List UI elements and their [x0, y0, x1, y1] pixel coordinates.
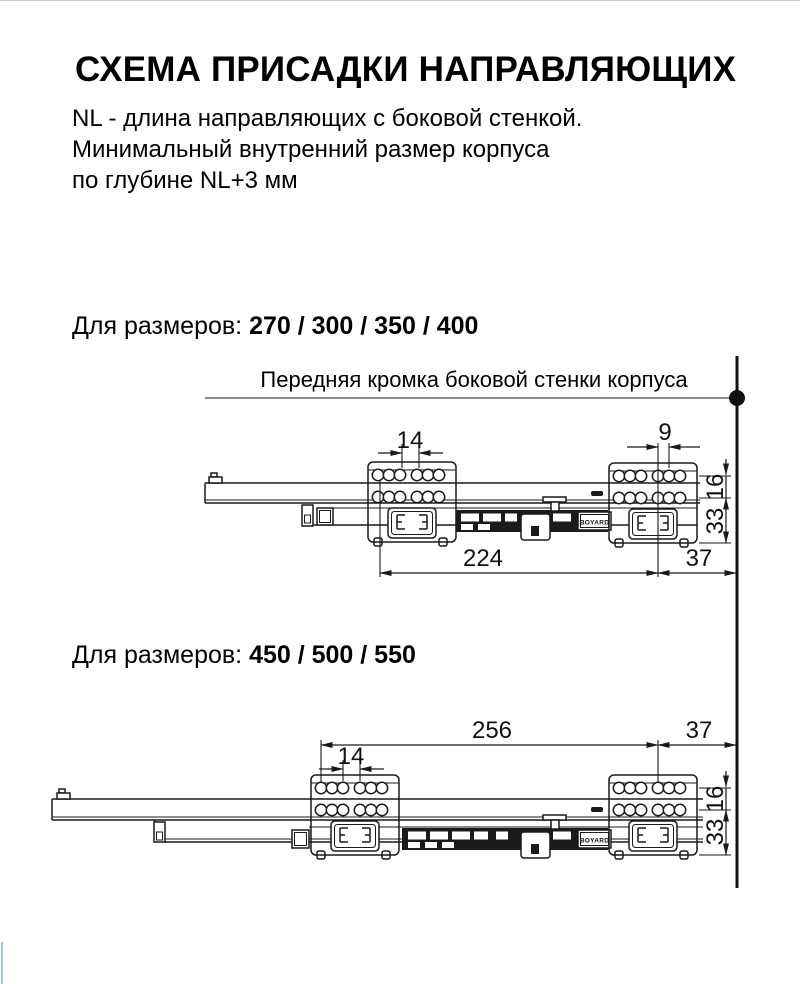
- slide-mechanism: [456, 491, 611, 540]
- svg-text:9: 9: [658, 419, 672, 446]
- page-title: СХЕМА ПРИСАДКИ НАПРАВЛЯЮЩИХ: [75, 50, 737, 89]
- svg-text:14: 14: [337, 743, 365, 770]
- dim-33: [699, 810, 731, 855]
- dim-33: [699, 498, 731, 543]
- svg-text:16: 16: [702, 473, 729, 501]
- section-2-prefix: Для размеров:: [72, 641, 250, 669]
- dim-16: [699, 459, 731, 500]
- rail-slot: [591, 807, 603, 812]
- front-edge-label: Передняя кромка боковой стенки корпуса: [260, 367, 688, 392]
- section-1-sizes: 270 / 300 / 350 / 400: [249, 312, 479, 340]
- brand-label: BOYARD: [579, 519, 610, 527]
- rail-slot: [591, 491, 603, 496]
- section-2-sizes: 450 / 500 / 550: [249, 641, 416, 669]
- svg-text:37: 37: [685, 545, 713, 572]
- svg-text:33: 33: [702, 507, 729, 535]
- svg-text:33: 33: [702, 818, 729, 846]
- svg-text:224: 224: [462, 545, 504, 572]
- svg-text:256: 256: [471, 717, 513, 744]
- drawing-2: [52, 717, 736, 859]
- mounting-block-rear: [368, 462, 456, 546]
- mounting-block-front: [609, 463, 697, 547]
- svg-text:37: 37: [685, 717, 713, 744]
- dim-37: [658, 717, 736, 745]
- svg-text:16: 16: [702, 785, 729, 813]
- wall-dot: [729, 390, 745, 406]
- dim-37: [658, 545, 736, 573]
- description-line: Минимальный внутренний размер корпуса: [72, 136, 550, 163]
- page-edge-artifact: [1, 942, 3, 984]
- section-1-prefix: Для размеров:: [72, 312, 250, 340]
- dim-16: [699, 771, 731, 812]
- svg-text:14: 14: [396, 427, 424, 454]
- dim-256: [321, 717, 658, 782]
- brand-label: BOYARD: [579, 837, 610, 845]
- description-line: NL - длина направляющих с боковой стенкой.: [72, 105, 583, 132]
- description-line: по глубине NL+3 мм: [72, 167, 298, 194]
- slide-mechanism: [402, 807, 611, 858]
- drawing-1: [205, 419, 736, 577]
